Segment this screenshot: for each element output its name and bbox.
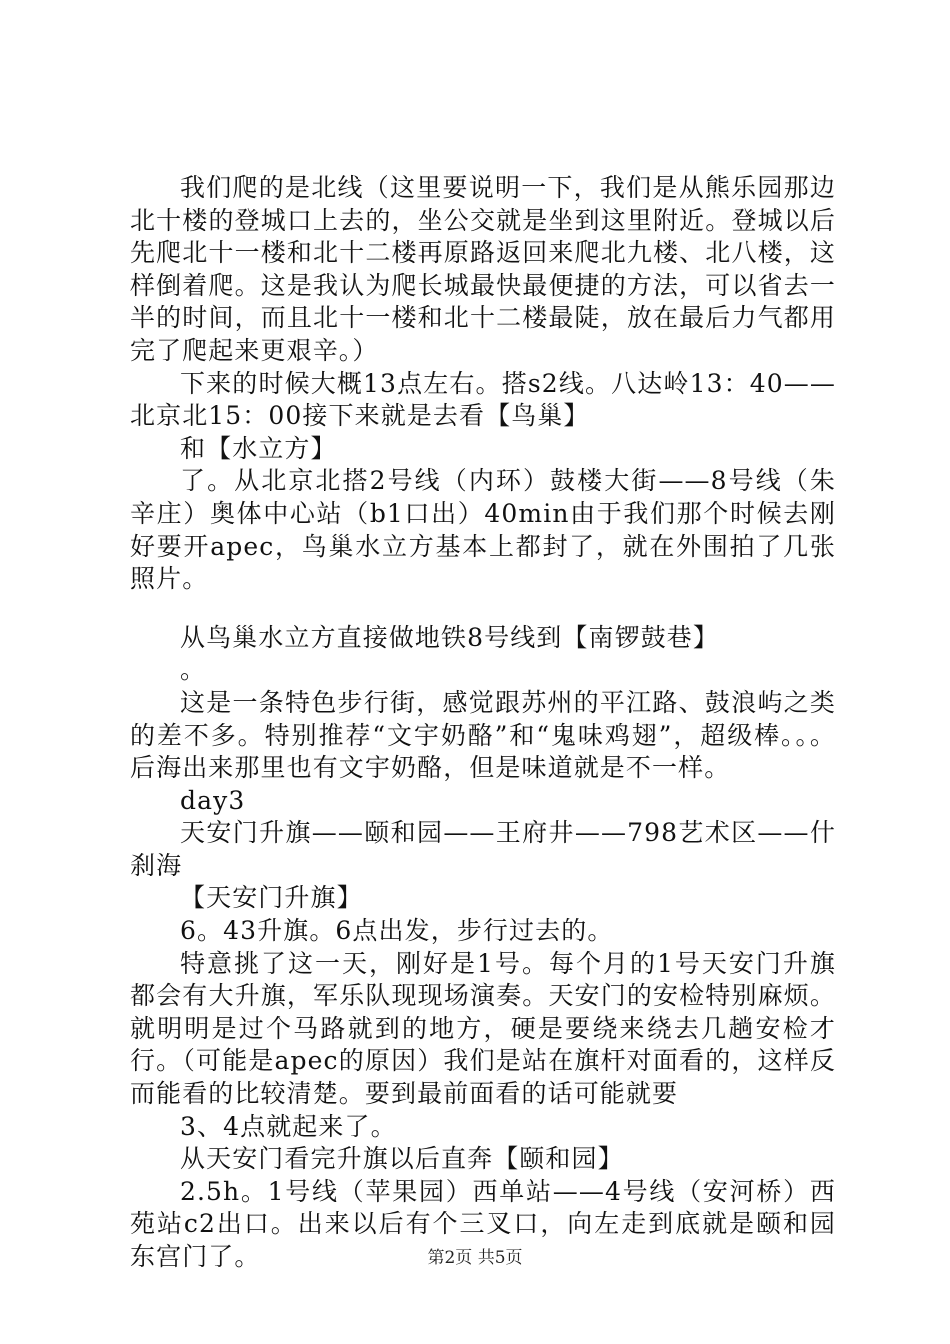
paragraph-street-description: 这是一条特色步行街，感觉跟苏州的平江路、鼓浪屿之类的差不多。特别推荐“文宇奶酪”和“鬼味鸡翅”，超级棒。。。后海出来那里也有文宇奶酪，但是味道就是不一样。 <box>130 687 836 783</box>
paragraph-flag-raising-heading: 【天安门升旗】 <box>180 883 363 913</box>
page-number-footer: 第2页 共5页 <box>427 1248 523 1268</box>
paragraph-flag-raising-time: 6。43升旗。6点出发，步行过去的。 <box>180 916 614 946</box>
paragraph-subway-route: 了。从北京北搭2号线（内环）鼓楼大街——8号线（朱辛庄）奥体中心站（b1口出）40min由于我们那个时候去刚好要开apec，鸟巢水立方基本上都封了，就在外围拍了几张照片。 <box>130 466 836 594</box>
paragraph-day3-heading: day3 <box>180 785 246 815</box>
document-body <box>130 172 836 1274</box>
paragraph-summer-palace-route: 2.5h。1号线（苹果园）西单站——4号线（安河桥）西苑站c2出口。出来以后有个三叉口，向左走到底就是颐和园东宫门了。 <box>130 1176 836 1271</box>
paragraph-water-cube: 和【水立方】 <box>180 433 337 463</box>
paragraph-nanluoguxiang: 从鸟巢水立方直接做地铁8号线到【南锣鼓巷】 <box>180 622 720 652</box>
paragraph-gap <box>130 596 836 622</box>
paragraph-flag-raising-details: 特意挑了这一天，刚好是1号。每个月的1号天安门升旗都会有大升旗，军乐队现现场演奏。天安门的安检特别麻烦。就明明是过个马路就到的地方，硬是要绕来绕去几趟安检才行。（可能是apec的原因）我们是站在旗杆对面看的，这样反而能看的比较清楚。要到最前面看的话可能就要 <box>130 948 836 1109</box>
paragraph-early-wakeup: 3、4点就起来了。 <box>180 1111 397 1141</box>
paragraph-summer-palace-heading: 从天安门看完升旗以后直奔【颐和园】 <box>180 1144 624 1174</box>
paragraph-day3-itinerary: 天安门升旗——颐和园——王府井——798艺术区——什刹海 <box>130 818 836 880</box>
paragraph-return-time: 下来的时候大概13点左右。搭s2线。八达岭13：40——北京北15：00接下来就是去看【鸟巢】 <box>130 368 836 431</box>
paragraph-period: 。 <box>180 655 207 685</box>
paragraph-great-wall-route: 我们爬的是北线（这里要说明一下，我们是从熊乐园那边北十楼的登城口上去的，坐公交就是坐到这里附近。登城以后先爬北十一楼和北十二楼再原路返回来爬北九楼、北八楼，这样倒着爬。这是我认为爬长城最快最便捷的方法，可以省去一半的时间，而且北十一楼和北十二楼最陡，放在最后力气都用完了爬起来更艰辛。） <box>130 173 836 365</box>
